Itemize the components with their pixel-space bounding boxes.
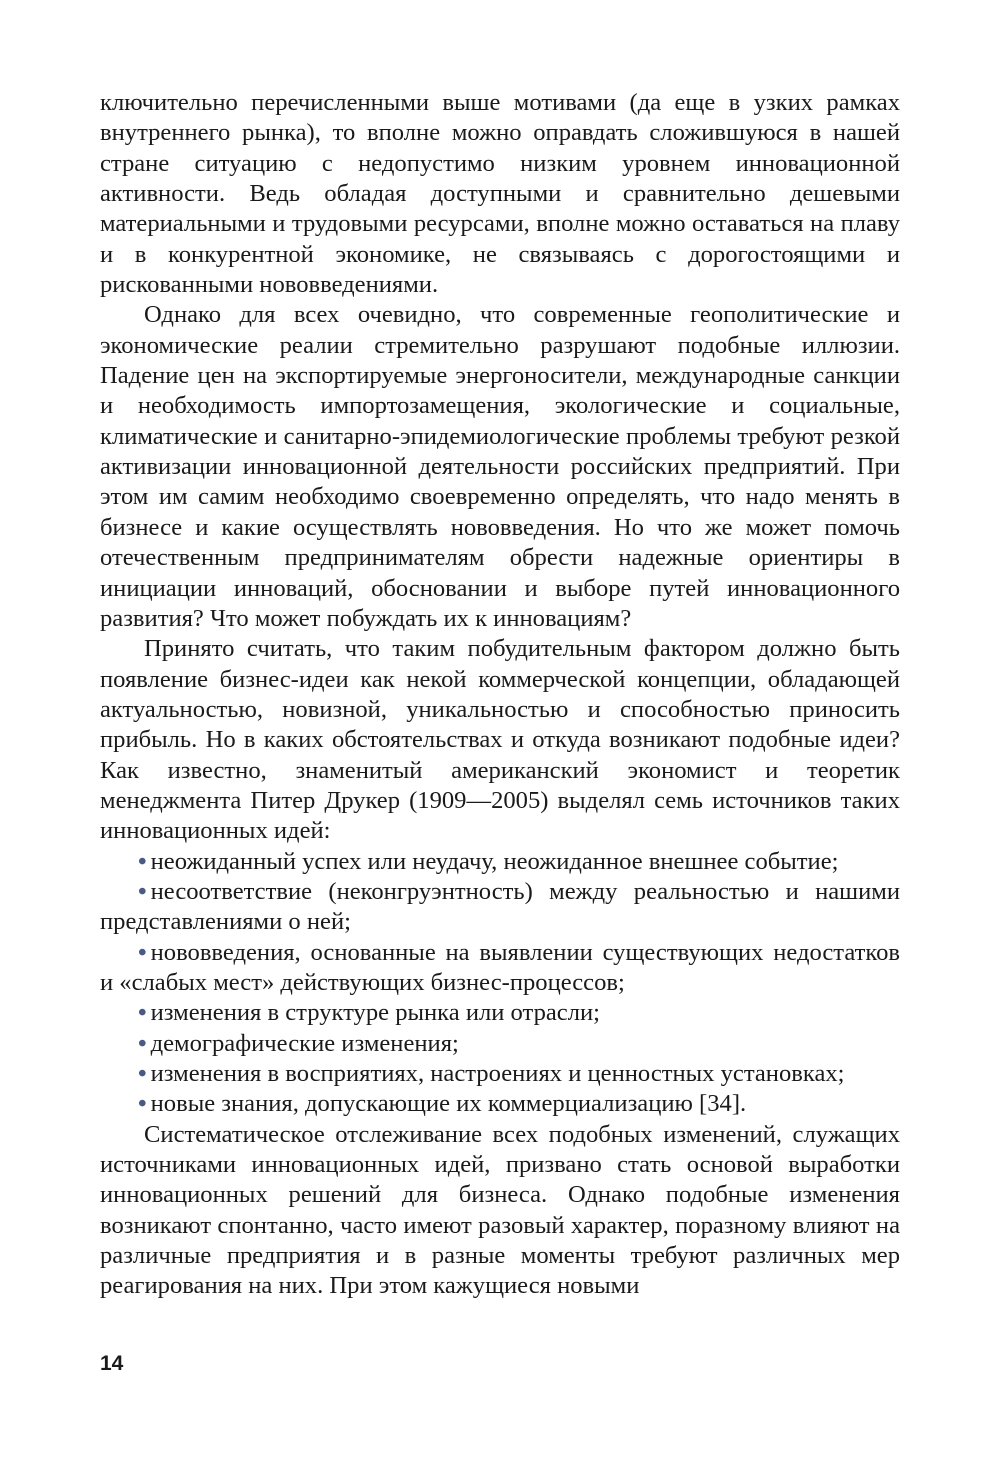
bullet-icon: • (138, 999, 147, 1027)
page-number: 14 (100, 1352, 124, 1375)
bullet-icon: • (138, 1090, 147, 1118)
paragraph-geopolitics: Однако для всех очевидно, что современные геополитические и экономические реалии стремительно разрушают подобные иллюзии. Падение цен на экспортируемые энергоносители, международные санкции и необходимость импортозамещения, экологические и социальные, климатические и санитарно-эпидемиологические проблемы требуют резкой активизации инновационной деятельности российских предприятий. При этом им самим необходимо своевременно определять, что надо менять в бизнесе и какие осуществлять нововведения. Но что же может помочь отечественным предпринимателям обрести надежные ориентиры в инициации инноваций, обосновании и выборе путей инновационного развития? Что может побуждать их к инновациям? (100, 301, 900, 632)
list-item-text: нововведения, основанные на выявлении существующих недостатков и «слабых мест» действующих бизнес-процессов; (100, 938, 900, 996)
list-item-text: несоответствие (неконгруэнтность) между реальностью и нашими представлениями о ней; (100, 877, 900, 936)
paragraph-systematic-tracking: Систематическое отслеживание всех подобных изменений, служащих источниками инновационных идей, призвано стать основой выработки инновационных решений для бизнеса. Однако подобные изменения возникают спонтанно, часто имеют разовый характер, поразному влияют на различные предприятия и в разные моменты требуют различных мер реагирования на них. При этом кажущиеся новыми (100, 1120, 900, 1300)
bullet-icon: • (138, 1060, 147, 1087)
list-item-text: изменения в восприятиях, настроениях и ценностных установках; (150, 1060, 845, 1087)
list-item (100, 1029, 900, 1059)
list-item-text: изменения в структуре рынка или отрасли; (150, 999, 600, 1027)
bullet-icon: • (138, 1029, 147, 1057)
list-item (100, 877, 900, 938)
list-item (100, 998, 900, 1028)
list-item-text: неожиданный успех или неудачу, неожиданное внешнее событие; (150, 847, 839, 875)
page-body (100, 88, 900, 1302)
list-item (100, 847, 900, 877)
list-item-text: демографические изменения; (150, 1029, 459, 1057)
list-item (100, 938, 900, 999)
paragraph-continuation: ключительно перечисленными выше мотивами (да еще в узких рамках внутреннего рынка), то вполне можно оправдать сложившуюся в нашей стране ситуацию с недопустимо низким уровнем инновационной активности. Ведь обладая доступными и сравнительно дешевыми материальными и трудовыми ресурсами, вполне можно оставаться на плаву и в конкурентной экономике, не связываясь с дорогостоящими и рискованными нововведениями. (100, 89, 900, 299)
bullet-icon: • (138, 877, 147, 905)
list-item-text: новые знания, допускающие их коммерциализацию [34]. (150, 1090, 747, 1118)
bullet-icon: • (138, 938, 147, 966)
paragraph-business-idea: Принято считать, что таким побудительным фактором должно быть появление бизнес-идеи как некой коммерческой концепции, обладающей актуальностью, новизной, уникальностью и способностью приносить прибыль. Но в каких обстоятельствах и откуда возникают подобные идеи? Как известно, знаменитый американский экономист и теоретик менеджмента Питер Друкер (1909—2005) выделял семь источников таких инновационных идей: (100, 635, 900, 845)
bullet-icon: • (138, 847, 147, 875)
list-item (100, 1089, 900, 1119)
list-item (100, 1059, 900, 1089)
